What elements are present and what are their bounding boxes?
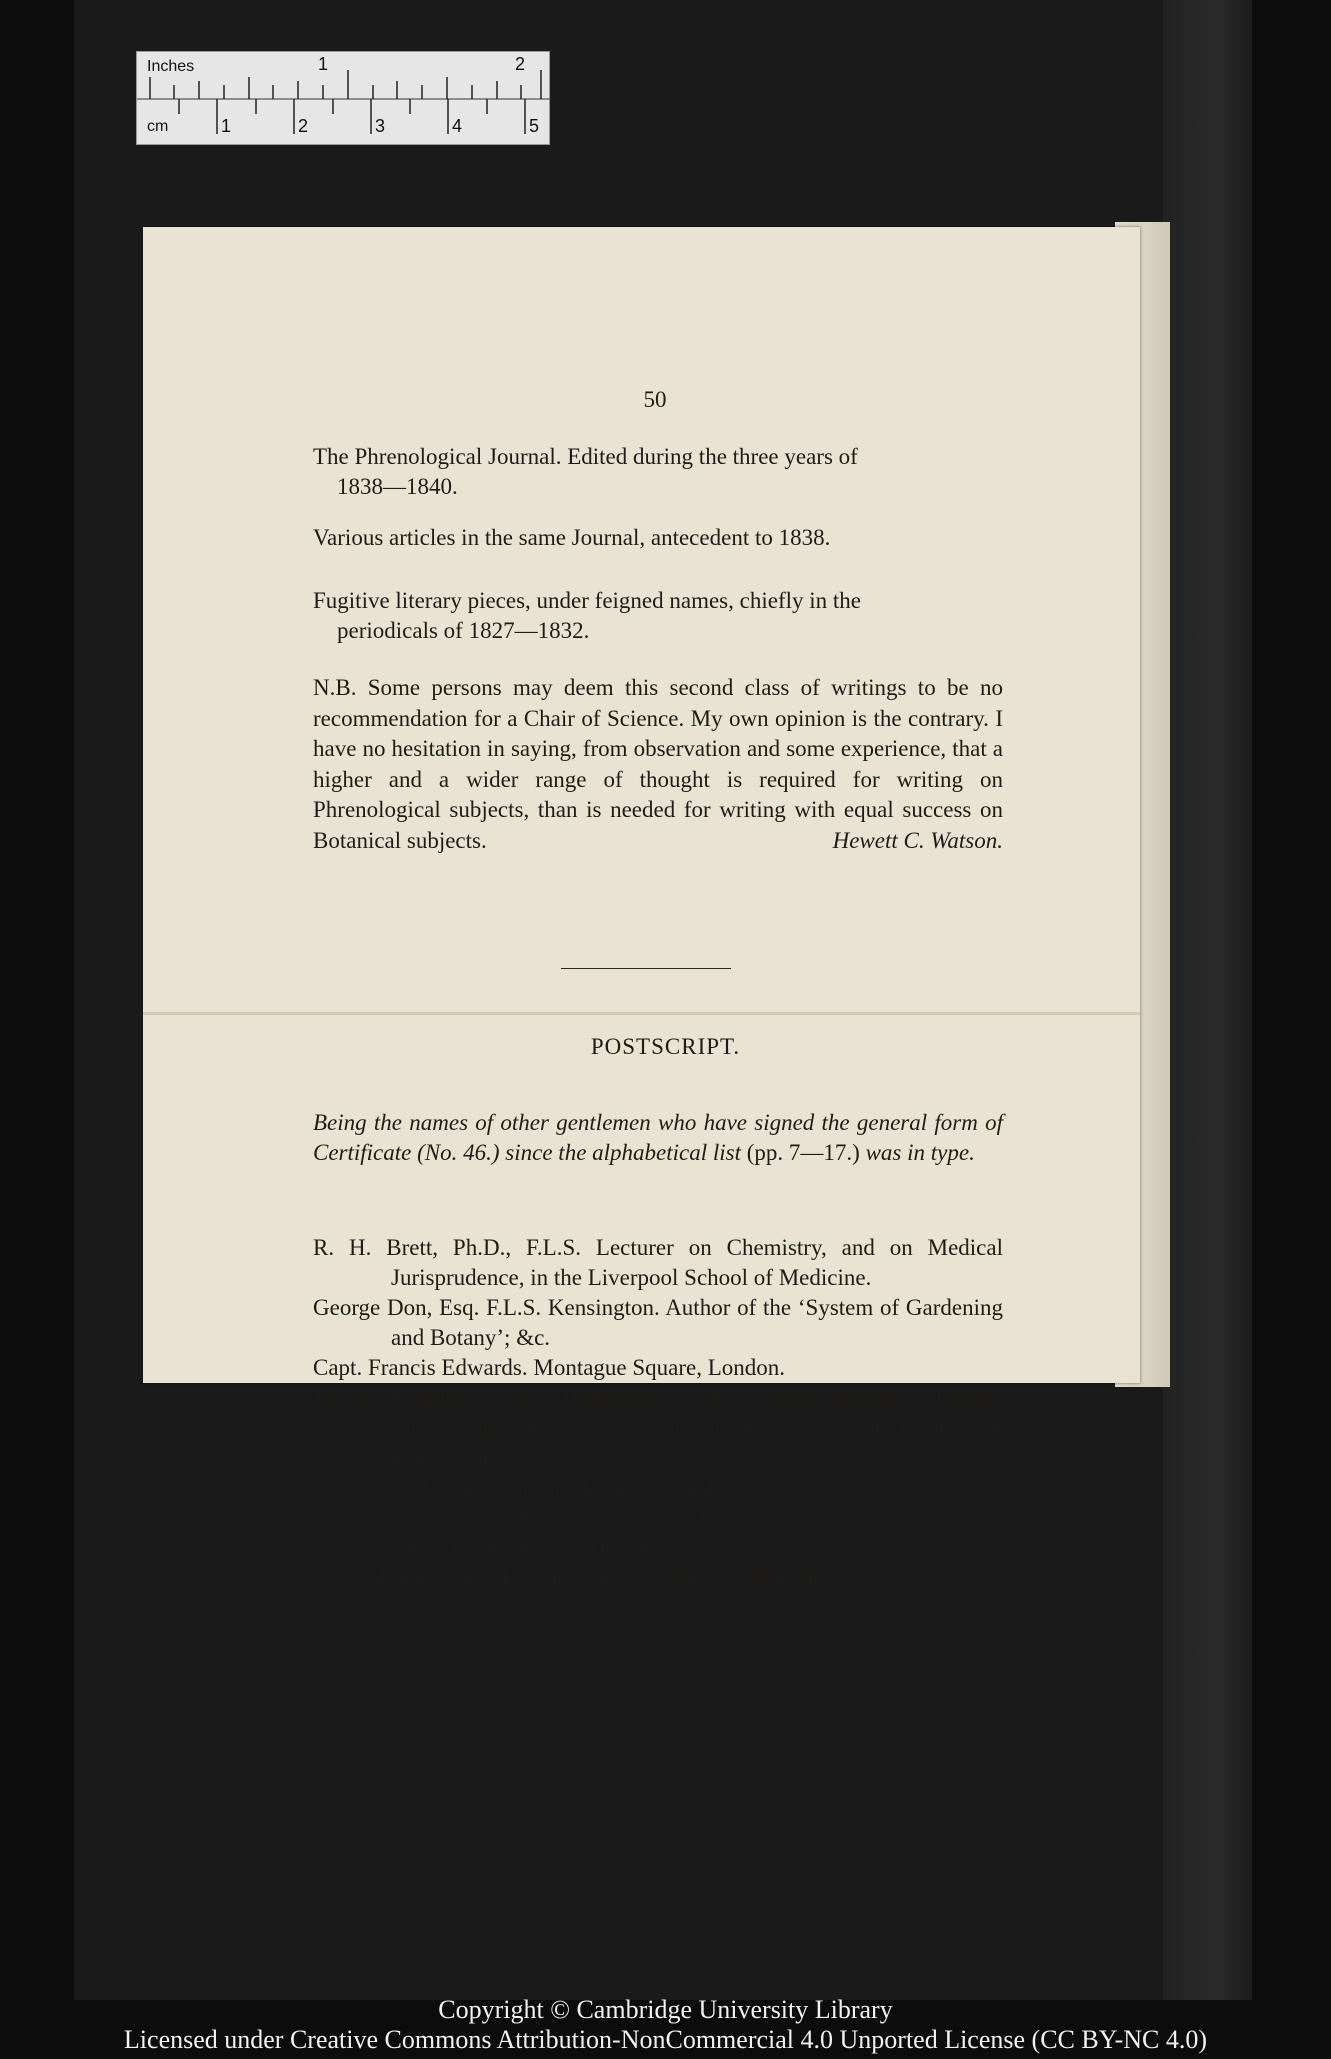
section-divider xyxy=(561,968,731,969)
scale-ruler xyxy=(136,51,550,145)
ruler-cm-mark: 3 xyxy=(375,116,386,136)
page-number: 50 xyxy=(643,387,667,412)
copyright-footer xyxy=(0,1995,1331,2055)
ruler-cm-mark: 5 xyxy=(529,116,540,136)
copyright-line: Copyright © Cambridge University Library xyxy=(438,1995,893,2024)
nb-text: N.B. Some persons may deem this second class of writings to be no recommendation for a Chair of Science. My own opinion is the contrary. I have no hesitation in saying, from observation and some experience, that a higher and a wider range of thought is required for writing on Phrenological subjects, than is needed for writing with equal success on Botanical subjects. xyxy=(313,675,1003,853)
postscript-title: POSTSCRIPT. xyxy=(590,1034,741,1059)
intro-part: Being the names of other gentlemen who have signed the general form of Certificate xyxy=(313,1110,1003,1165)
signatory-entry: James Farquhar, Esq. Hallgreen Castle, Kincardineshire. Deputy Lieutenant, and a Justice of the Peace, for the County of Kincardine. xyxy=(313,1385,1003,1470)
binding-edge xyxy=(1163,0,1252,2000)
entry-continuation: periodicals of 1827—1832. xyxy=(337,618,590,643)
bibliography-entry xyxy=(313,442,1003,502)
ruler-inches-label: Inches xyxy=(147,58,195,75)
signatory-entry: Rev. Edmund Lane, B.A. Rector of St. Mary’s, Manchester. xyxy=(313,1565,862,1590)
entry-line: Fugitive literary pieces, under feigned names, chiefly in the xyxy=(313,588,861,613)
postscript-intro xyxy=(313,1108,1003,1168)
entry-line: The Phrenological Journal. Edited during the three years of xyxy=(313,444,858,469)
intro-part: (No. 46.) xyxy=(417,1140,500,1165)
ruler-inch-mark: 1 xyxy=(318,54,329,74)
entry-line: Various articles in the same Journal, antecedent to 1838. xyxy=(313,525,831,550)
ruler-ticks xyxy=(137,52,551,146)
signatory-entry: R. H. Brett, Ph.D., F.L.S. Lecturer on Chemistry, and on Medical Jurisprudence, in the Liverpool School of Medicine. xyxy=(313,1235,1003,1290)
bibliography-entry xyxy=(313,523,1003,553)
ruler-inch-mark: 2 xyxy=(515,54,526,74)
signatory-entry: Capt. Francis Edwards. Montague Square, London. xyxy=(313,1355,786,1380)
intro-part: (pp. 7—17.) xyxy=(746,1140,860,1165)
nb-paragraph xyxy=(313,673,1003,856)
signatory-entry: D. Greenhill, Esq. Charlton House, Forfarshire. xyxy=(313,1475,750,1500)
bibliography-entry xyxy=(313,586,1003,646)
ruler-cm-mark: 1 xyxy=(221,116,232,136)
signature: Hewett C. Watson. xyxy=(832,827,1003,853)
intro-part: was in type. xyxy=(865,1140,975,1165)
ruler-cm-label: cm xyxy=(147,118,169,135)
paper-fold xyxy=(143,1012,1143,1015)
license-line: Licensed under Creative Commons Attribution-NonCommercial 4.0 Unported License (CC BY-NC 4.0) xyxy=(123,2025,1208,2054)
intro-part: since the alphabetical list xyxy=(505,1140,742,1165)
ruler-cm-mark: 2 xyxy=(298,116,309,136)
entry-continuation: 1838—1840. xyxy=(337,474,458,499)
signatory-entry: George Don, Esq. F.L.S. Kensington. Author of the ‘System of Gardening and Botany’; &c. xyxy=(313,1295,1003,1350)
signatories-list xyxy=(313,1233,1003,1593)
ruler-cm-mark: 4 xyxy=(452,116,463,136)
signatory-entry: Arthur Henfrey, Esq. F.L.S. London. Lecturer on Botany at St. George’s, and at the Middlesex Hospitals. xyxy=(313,1505,1003,1560)
